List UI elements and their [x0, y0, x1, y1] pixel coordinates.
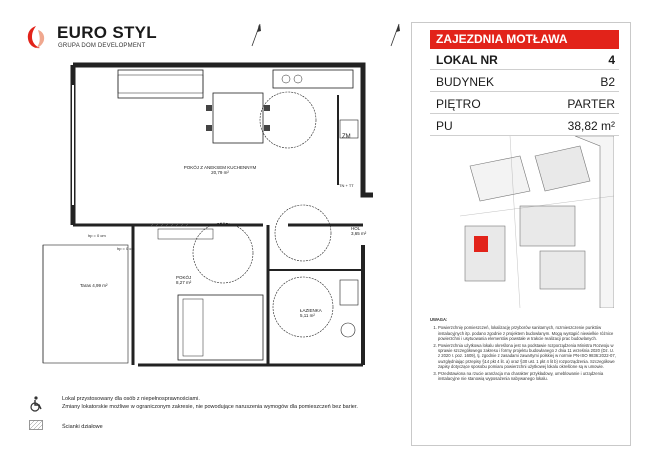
row-pietro: PIĘTRO PARTER	[430, 94, 619, 114]
svg-text:N: N	[258, 24, 261, 29]
row-budynek: BUDYNEK B2	[430, 72, 619, 92]
room-living-kitchen: POKÓJ Z ANEKSEM KUCHENNYM 20,79 m²	[183, 165, 257, 175]
euro-styl-logo-icon	[26, 24, 46, 50]
project-title: ZAJEZDNIA MOTŁAWA	[430, 30, 619, 49]
compass-icon-panel	[388, 22, 402, 48]
room-terrace: Taras 4,99 m²	[80, 283, 108, 288]
note-item: 1. Powierzchnię pomieszczeń, lokalizację przyborów sanitarnych, rozmieszczenie punktów instalacyjnych itp. podano zgodnie z projektem budowlanym. Mogą wystąpić niewielkie różnice powierzchni i usytuowania elementów powstałe w trakcie realizacji prac budowlanych.	[438, 325, 616, 341]
label-hp-1: hp = 0 cm	[88, 233, 106, 238]
label-zm: ZM	[342, 134, 351, 140]
room-bathroom: ŁAZIENKA 5,11 m²	[300, 308, 322, 318]
site-plan-map	[460, 136, 614, 308]
note-item: 3. Przedstawiona na rzucie aranżacja ma charakter przykładowy, umeblowanie i urządzenia instalacyjne nie stanowią wyposażenia nabywanego lokalu.	[438, 371, 616, 382]
row-lokal: LOKAL NR 4	[430, 50, 619, 70]
hatched-wall-icon	[29, 420, 43, 430]
room-bedroom: POKÓJ 8,27 m²	[176, 275, 192, 285]
brand-subtitle: GRUPA DOM DEVELOPMENT	[58, 43, 146, 49]
label-hp-2: hp = 0 cm	[117, 246, 135, 251]
brand-name: EURO STYL	[57, 23, 157, 42]
compass-icon	[249, 22, 263, 48]
wheelchair-icon	[29, 396, 43, 412]
label-tn: TN + TT	[339, 183, 354, 188]
room-hall: HOL 3,65 m²	[351, 226, 367, 236]
floor-plan	[18, 55, 390, 375]
legend-accessibility: Lokal przystosowany dla osób z niepełnosprawnościami. Zmiany lokatorskie możliwe w ograniczonym zakresie, nie powodujące naruszenia wymogów dla pomieszczeń bez barier.	[62, 396, 358, 410]
legend-walls: Ścianki działowe	[62, 424, 103, 430]
notes-section	[430, 317, 616, 382]
notes-heading: UWAGA:	[430, 317, 448, 322]
row-pu: PU 38,82 m²	[430, 116, 619, 136]
note-item: 2. Powierzchnia użytkowa lokalu określona jest na podstawie rozporządzenia Ministra Rozwoju w sprawie szczegółowego zakresu i formy projektu budowlanego z dnia 11 września 2020 (Dz. U. z 2020 r. poz. 1609), tj. zgodnie z zasadami zawartymi polskiej w normie PN-ISO 9836:2022-07, uwzględniając przepisy §14 pkt 4 lit. a) oraz §30 ust. 1 pkt 4 lit b) rozporządzenia. Szczegółowe zapisy dotyczące sposobu pomiaru powierzchni użytkowej lokalu określone są w umowie.	[438, 343, 616, 370]
